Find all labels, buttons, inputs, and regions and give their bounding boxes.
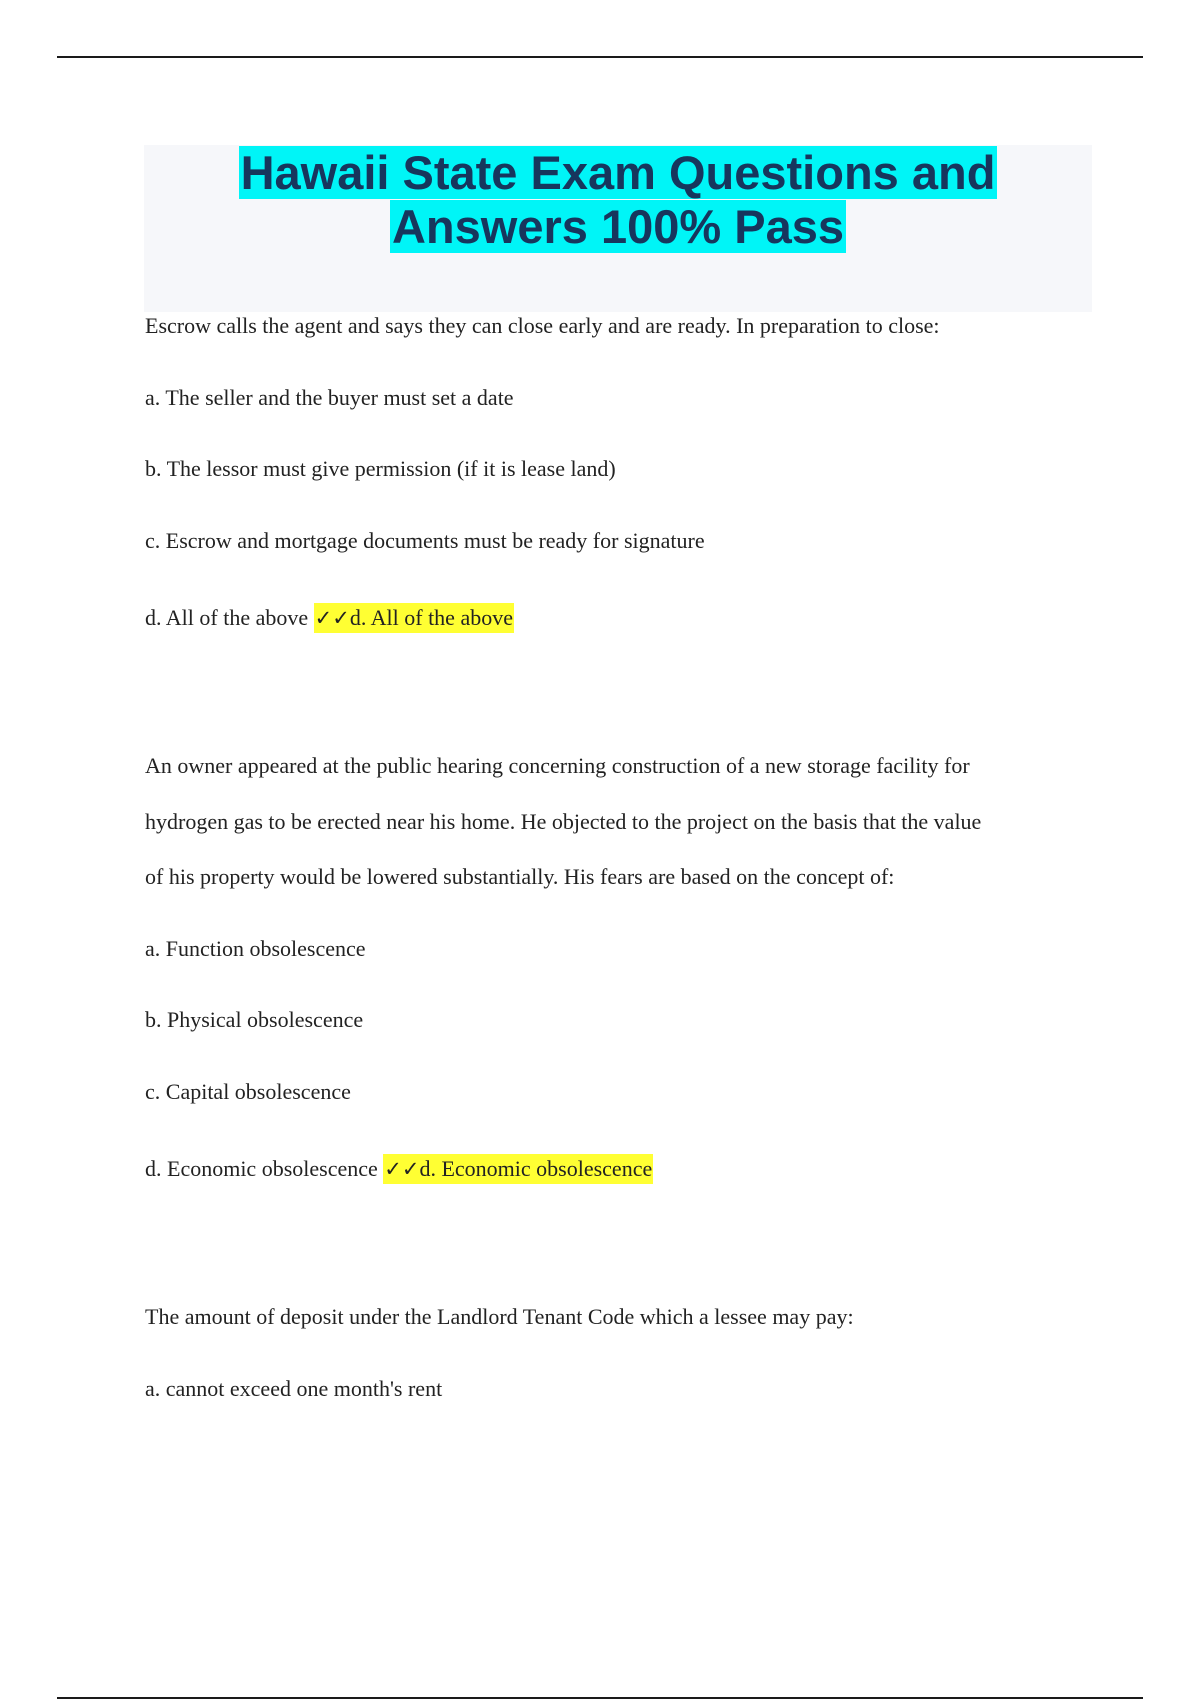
question-2-option-d-row [145, 1155, 653, 1183]
question-2-option-d: d. Economic obsolescence [145, 1156, 378, 1181]
question-2-stem-line-3: of his property would be lowered substantially. His fears are based on the concept of: [145, 864, 895, 889]
double-check-icon: ✓✓ [384, 1157, 420, 1181]
question-2-option-b: b. Physical obsolescence [145, 1007, 364, 1032]
question-1-stem: Escrow calls the agent and says they can close early and are ready. In preparation to close: [145, 313, 940, 338]
question-3-option-a: a. cannot exceed one month's rent [145, 1376, 443, 1401]
question-1-option-d-row [145, 604, 514, 632]
top-rule [57, 56, 1143, 58]
question-1-answer: d. All of the above [349, 605, 513, 630]
question-2-option-c: c. Capital obsolescence [145, 1079, 351, 1104]
question-1-option-b: b. The lessor must give permission (if it is lease land) [145, 456, 616, 481]
question-2-stem-line-2: hydrogen gas to be erected near his home. He objected to the project on the basis that the value [145, 809, 982, 834]
title-line-1: Hawaii State Exam Questions and [240, 146, 996, 199]
question-2-stem-line-1: An owner appeared at the public hearing concerning construction of a new storage facility for [145, 753, 970, 778]
question-2-answer-highlight [383, 1154, 653, 1184]
document-title [144, 145, 1092, 254]
title-block [144, 145, 1092, 312]
question-1-option-d: d. All of the above [145, 605, 309, 630]
question-2-answer: d. Economic obsolescence [419, 1156, 653, 1181]
double-check-icon: ✓✓ [314, 606, 350, 630]
bottom-rule [57, 1697, 1143, 1699]
question-1-option-c: c. Escrow and mortgage documents must be ready for signature [145, 528, 705, 553]
question-3-stem: The amount of deposit under the Landlord Tenant Code which a lessee may pay: [145, 1304, 854, 1329]
question-1-option-a: a. The seller and the buyer must set a date [145, 385, 514, 410]
title-line-2: Answers 100% Pass [391, 200, 844, 253]
question-1-answer-highlight [314, 603, 514, 633]
question-2-option-a: a. Function obsolescence [145, 936, 366, 961]
